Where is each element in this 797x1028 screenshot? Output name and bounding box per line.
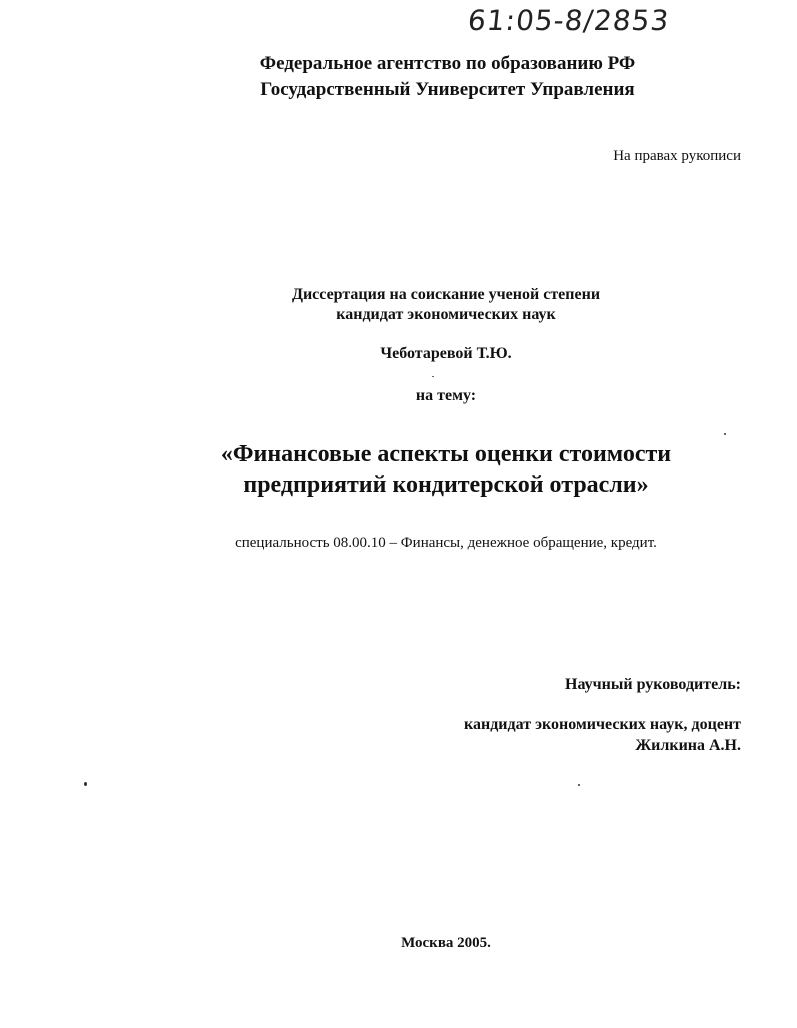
topic-label: на тему: bbox=[415, 387, 477, 404]
archive-code-handwritten: 61:05-8/2853 bbox=[466, 4, 672, 37]
city-year: Москва 2005. bbox=[401, 935, 491, 951]
thesis-title-line-2: предприятий кондитерской отрасли» bbox=[243, 472, 649, 498]
advisor-degree: кандидат экономических наук, доцент bbox=[464, 716, 741, 733]
scan-speck bbox=[724, 433, 726, 435]
advisor-name: Жилкина А.Н. bbox=[635, 737, 741, 754]
scan-speck bbox=[432, 376, 434, 377]
scan-speck bbox=[578, 784, 580, 786]
author-name: Чеботаревой Т.Ю. bbox=[380, 345, 512, 362]
thesis-title-line-1: «Финансовые аспекты оценки стоимости bbox=[220, 441, 672, 467]
organization-line-1: Федеральное агентство по образованию РФ bbox=[259, 53, 636, 74]
specialty-line: специальность 08.00.10 – Финансы, денежное обращение, кредит. bbox=[235, 535, 657, 551]
advisor-label: Научный руководитель: bbox=[565, 676, 741, 693]
organization-line-2: Государственный Университет Управления bbox=[260, 79, 635, 100]
manuscript-note: На правах рукописи bbox=[613, 148, 741, 164]
dissertation-line-2: кандидат экономических наук bbox=[336, 306, 556, 323]
scan-speck bbox=[84, 782, 87, 786]
dissertation-line-1: Диссертация на соискание ученой степени bbox=[291, 286, 601, 303]
